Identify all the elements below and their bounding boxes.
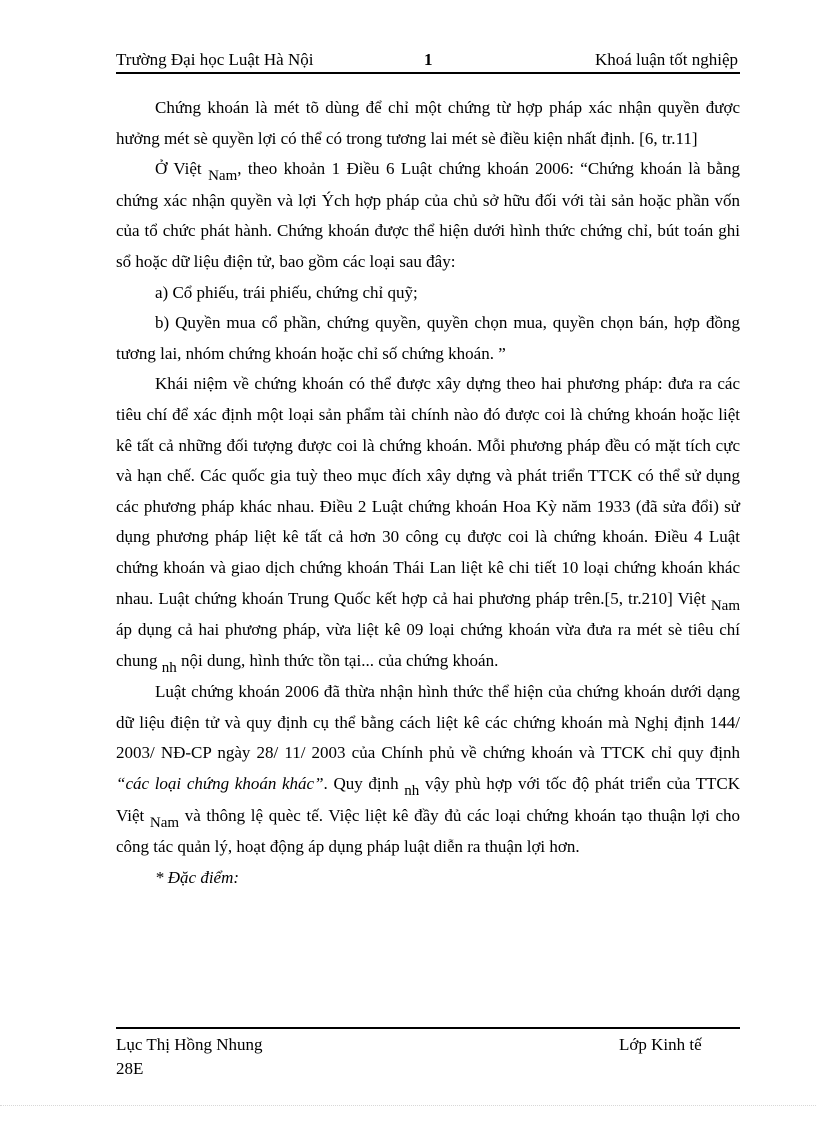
paragraph-concept-methods: [116, 369, 740, 677]
italic-quote: “các loại chứng khoán khác”: [116, 774, 324, 794]
subscript-word: Nam: [710, 597, 740, 614]
paragraph-text: b) Quyền mua cổ phần, chứng quyền, quyền chọn mua, quyền chọn bán, hợp đồng tương lai, nhóm chứng khoán hoặc chỉ số chứng khoán. ”: [116, 313, 740, 363]
page-number: 1: [424, 50, 433, 69]
paragraph-text: và thông lệ quèc tế. Việc liệt kê đầy đủ các loại chứng khoán tạo thuận lợi cho công tác quản lý, hoạt động áp dụng pháp luật diễn ra thuận lợi hơn.: [116, 805, 740, 857]
paragraph-item-b: [116, 308, 740, 369]
paragraph-text: a) Cổ phiếu, trái phiếu, chứng chỉ quỹ;: [155, 282, 418, 302]
paragraph-text: Ở Việt: [155, 159, 209, 179]
subscript-word: nh: [404, 783, 420, 800]
document-body: [116, 93, 740, 893]
page-header: [116, 48, 740, 74]
paragraph-definition: [116, 93, 740, 154]
footer-class-code: 28E: [116, 1059, 144, 1078]
footer-author: Lục Thị Hồng Nhung: [116, 1035, 263, 1054]
page-bottom-border: [0, 1105, 816, 1106]
paragraph-text: áp dụng cả hai phương pháp, vừa liệt kê 09 loại chứng khoán vừa đưa ra mét sè tiêu chí chung: [116, 620, 740, 670]
subscript-word: Nam: [208, 168, 238, 185]
heading-text: * Đặc điểm:: [155, 867, 240, 887]
section-heading-characteristics: [116, 863, 740, 894]
paragraph-text: Chứng khoán là mét tõ dùng để chỉ một chứng từ hợp pháp xác nhận quyền được hưởng mét sè quyền lợi có thể có trong tương lai mét sè điều kiện nhất định. [6, tr.11]: [116, 98, 740, 148]
paragraph-vietnam-law: [116, 154, 740, 277]
paragraph-text: Khái niệm về chứng khoán có thể được xây dựng theo hai phương pháp: đưa ra các tiêu chí để xác định một loại sản phẩm tài chính nào đó được coi là chứng khoán hoặc liệt kê tất cả những đối tượng được coi là chứng khoán. Mỗi phương pháp đều có mặt tích cực và hạn chế. Các quốc gia tuỳ theo mục đích xây dựng và phát triển TTCK có thể sử dụng các phương pháp khác nhau. Điều 2 Luật chứng khoán Hoa Kỳ năm 1933 (đã sửa đổi) sử dụng phương pháp liệt kê tất cả hơn 30 công cụ được coi là chứng khoán. Điều 4 Luật chứng khoán và giao dịch chứng khoán Thái Lan liệt kê chi tiết 10 loại chứng khoán khác nhau. Luật chứng khoán Trung Quốc kết hợp cả hai phương pháp trên.[5, tr.210] Việt: [116, 374, 740, 608]
paragraph-text: Luật chứng khoán 2006 đã thừa nhận hình thức thể hiện của chứng khoán dưới dạng dữ liệu điện tử và quy định cụ thể bằng cách liệt kê các chứng khoán mà Nghị định 144/ 2003/ NĐ-CP ngày 28/ 11/ 2003 của Chính phủ về chứng khoán và TTCK chỉ quy định: [116, 682, 740, 763]
paragraph-law-2006: [116, 677, 740, 863]
header-thesis-type: Khoá luận tốt nghiệp: [594, 50, 738, 69]
paragraph-text: . Quy định: [323, 774, 405, 794]
footer-class: Lớp Kinh tế: [619, 1035, 702, 1054]
paragraph-text: , theo khoản 1 Điều 6 Luật chứng khoán 2006: “Chứng khoán là bằng chứng xác nhận quyền và lợi Ých hợp pháp của chủ sở hữu đối với tài sản hoặc phần vốn của tổ chức phát hành. Chứng khoán được thể hiện dưới hình thức chứng chỉ, bút toán ghi sổ hoặc dữ liệu điện tử, bao gồm các loại sau đây:: [116, 159, 741, 271]
paragraph-text: vậy phù hợp với tốc độ phát triển của TTCK Việt: [116, 774, 740, 825]
header-university: Trường Đại học Luật Hà Nội: [116, 50, 314, 69]
subscript-word: nh: [161, 659, 177, 676]
paragraph-item-a: [116, 278, 740, 309]
page-footer: [116, 1027, 740, 1078]
subscript-word: Nam: [149, 814, 180, 831]
paragraph-text: nội dung, hình thức tồn tại... của chứng khoán.: [176, 650, 499, 670]
